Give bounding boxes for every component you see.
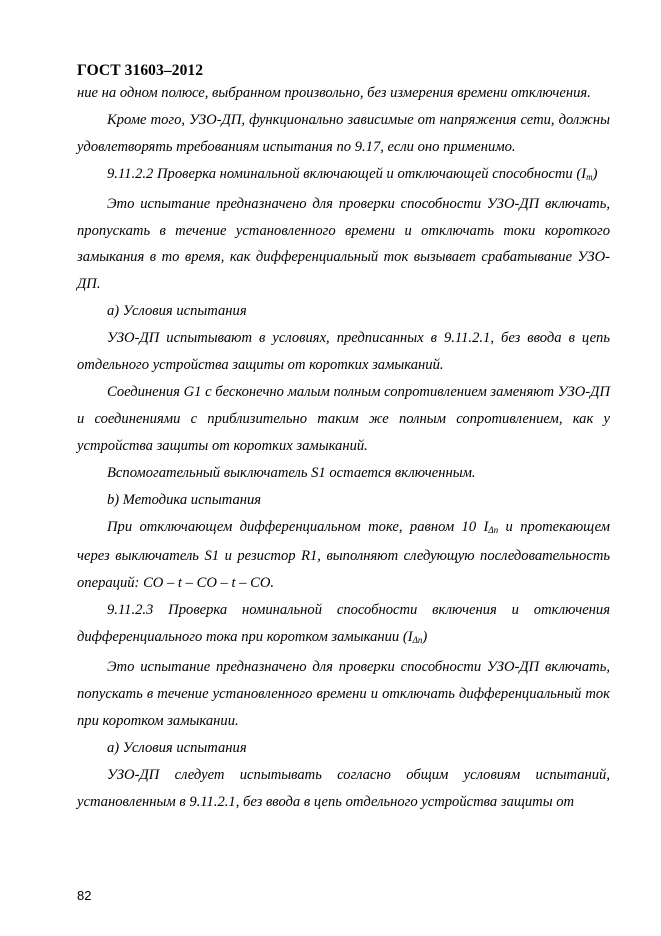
subheading: a) Условия испытания <box>107 739 247 756</box>
paragraph: Вспомогательный выключатель S1 остается включенным. <box>107 464 476 481</box>
subheading: a) Условия испытания <box>107 303 247 320</box>
standard-header: ГОСТ 31603–2012 <box>77 62 204 79</box>
paragraph: Кроме того, УЗО-ДП, функционально зависимые от напряжения сети, должны удовлетворять требованиям испытания по 9.17, если оно применимо. <box>77 111 610 155</box>
paragraph: УЗО-ДП следует испытывать согласно общим условиям испытаний, установленным в 9.11.2.1, без ввода в цепь отдельного устройства защиты от <box>77 766 610 810</box>
subscript: Δn <box>488 524 499 535</box>
section-heading <box>77 161 610 191</box>
paragraph: ние на одном полюсе, выбранном произвольно, без измерения времени отключения. <box>77 85 591 101</box>
paragraph: УЗО-ДП испытывают в условиях, предписанных в 9.11.2.1, без ввода в цепь отдельного устройства защиты от коротких замыканий. <box>77 330 610 374</box>
heading-text: 9.11.2.2 Проверка номинальной включающей и отключающей способности (I <box>107 165 587 182</box>
heading-text-end: ) <box>422 629 428 646</box>
paragraph: Соединения G1 с бесконечно малым полным сопротивлением заменяют УЗО-ДП и соединениями с приблизительно таким же полным сопротивлением, как у устройства защиты от коротких замыканий. <box>77 383 610 454</box>
subscript: Δn <box>412 635 423 646</box>
paragraph-text: При отключающем дифференциальном токе, равном 10 I <box>107 518 489 535</box>
heading-text: 9.11.2.3 Проверка номинальной способности включения и отключения дифференциального тока при коротком замыкании (I <box>77 602 610 646</box>
subscript: m <box>586 171 593 182</box>
page-number: 82 <box>77 888 92 903</box>
paragraph: Это испытание предназначено для проверки способности УЗО-ДП включать, пропускать в течение установленного времени и отключать токи короткого замыкания в то время, как дифференциальный ток вызывает срабатывание УЗО-ДП. <box>77 195 610 293</box>
heading-text-end: ) <box>592 165 598 182</box>
paragraph-text-end: и протекающем через выключатель S1 и резистор R1, выполняют следующую последовательность операций: CO – t – CO – t – CO. <box>77 518 610 592</box>
document-body <box>77 80 610 815</box>
subheading: b) Методика испытания <box>107 491 262 508</box>
paragraph <box>77 514 610 598</box>
paragraph: Это испытание предназначено для проверки способности УЗО-ДП включать, попускать в течение установленного времени и отключать дифференциальный ток при коротком замыкании. <box>77 659 610 729</box>
section-heading <box>77 597 610 654</box>
